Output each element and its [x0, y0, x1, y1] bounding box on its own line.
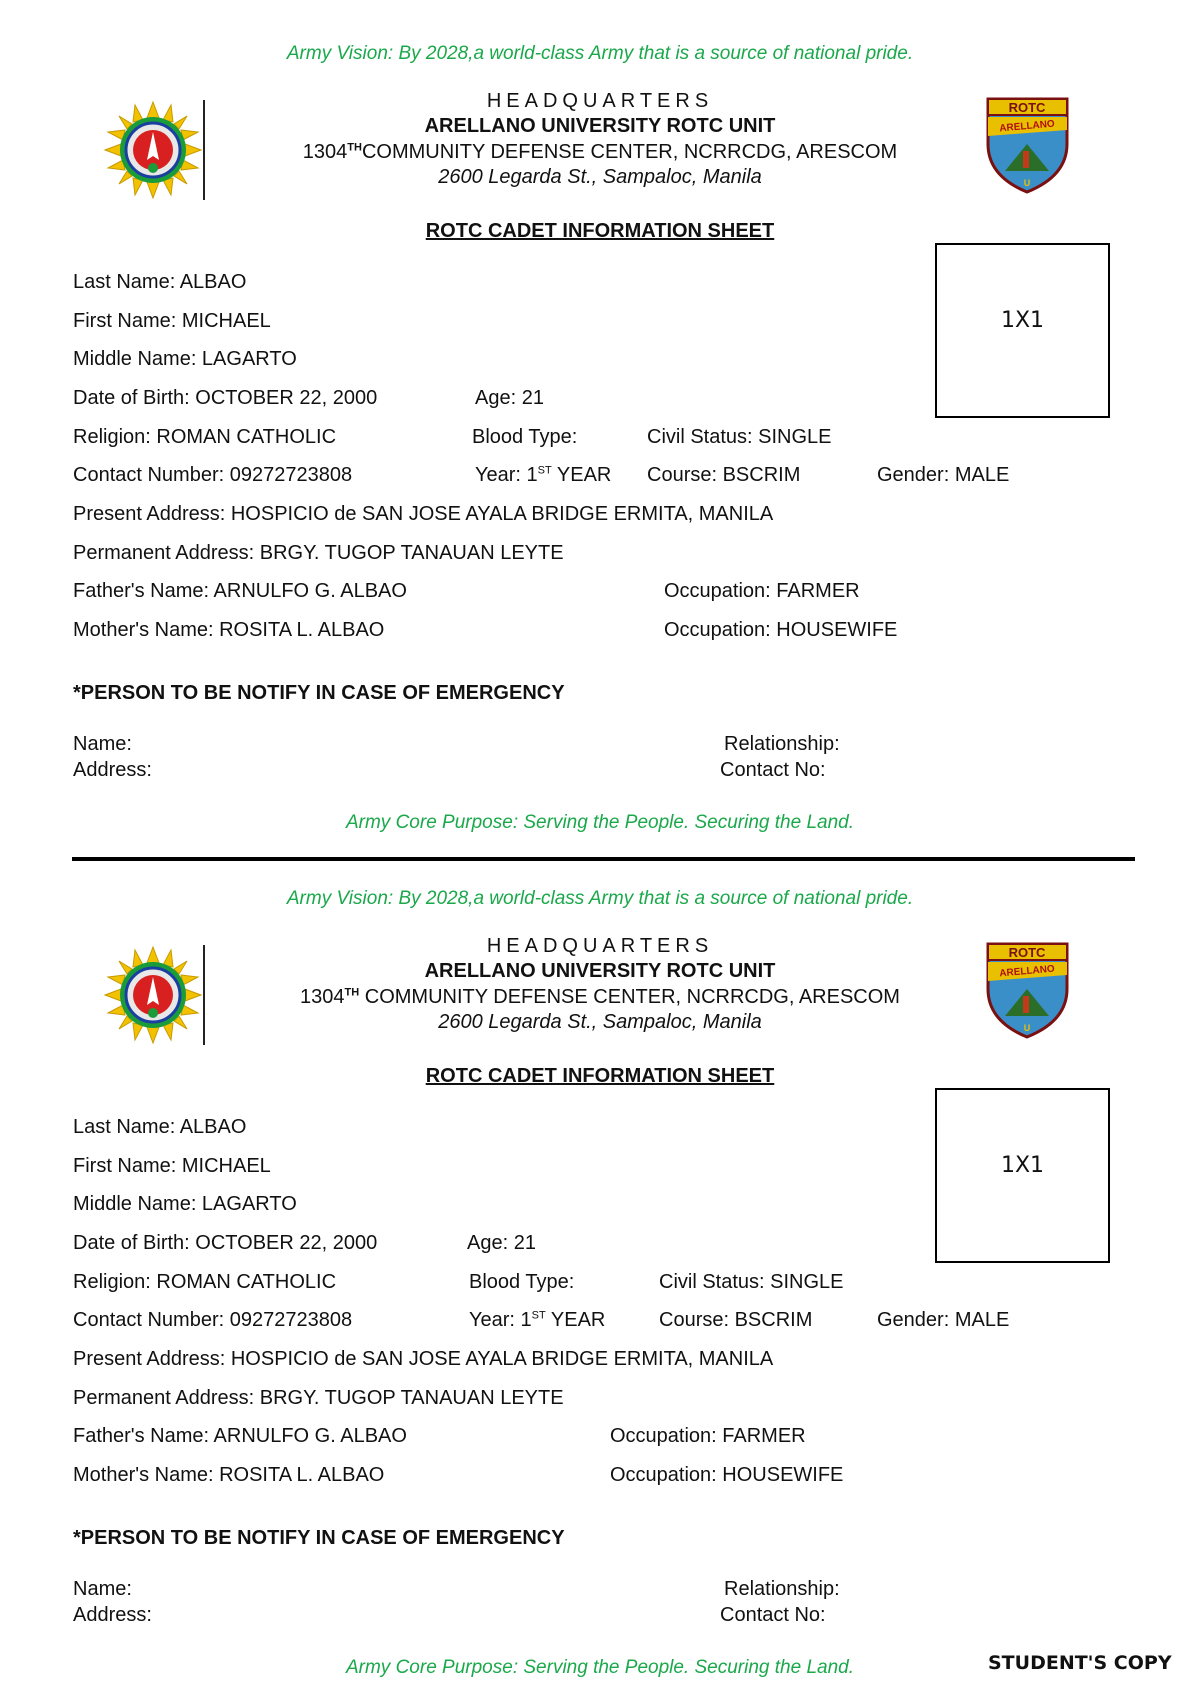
field-contact: Contact Number: 09272723808 — [73, 1309, 353, 1331]
field-present-address: Present Address: HOSPICIO de SAN JOSE AYALA BRIDGE ERMITA, MANILA — [73, 503, 774, 525]
field-civil-status: Civil Status: SINGLE — [659, 1271, 844, 1293]
field-age: Age: 21 — [475, 387, 544, 409]
field-middle-name: Middle Name: LAGARTO — [73, 1193, 297, 1215]
field-mother: Mother's Name: ROSITA L. ALBAO — [73, 619, 385, 641]
field-religion: Religion: ROMAN CATHOLIC — [73, 426, 337, 448]
field-father-occupation: Occupation: FARMER — [664, 580, 860, 602]
field-contact: Contact Number: 09272723808 — [73, 464, 353, 486]
unit-name: ARELLANO UNIVERSITY ROTC UNIT — [424, 115, 776, 137]
rotc-shield-icon — [985, 96, 1070, 194]
field-gender: Gender: MALE — [877, 464, 1010, 486]
headquarters-label: HEADQUARTERS — [486, 935, 714, 957]
field-father-occupation: Occupation: FARMER — [610, 1425, 806, 1447]
field-permanent-address: Permanent Address: BRGY. TUGOP TANAUAN LEYTE — [73, 1387, 564, 1409]
emergency-address: Address: — [73, 759, 152, 781]
photo-box — [935, 1088, 1110, 1263]
field-last-name: Last Name: ALBAO — [73, 271, 247, 293]
field-year: Year: 1ST YEAR — [475, 464, 612, 486]
field-first-name: First Name: MICHAEL — [73, 1155, 271, 1177]
photo-box — [935, 243, 1110, 418]
field-age: Age: 21 — [467, 1232, 536, 1254]
army-vision: Army Vision: By 2028,a world-class Army that is a source of national pride. — [286, 888, 914, 909]
defense-center: 1304TH COMMUNITY DEFENSE CENTER, NCRRCDG, ARESCOM — [300, 986, 900, 1008]
info-sheet-bottom — [0, 845, 1200, 1695]
field-mother-occupation: Occupation: HOUSEWIFE — [610, 1464, 844, 1486]
emergency-contact: Contact No: — [720, 759, 826, 781]
field-religion: Religion: ROMAN CATHOLIC — [73, 1271, 337, 1293]
emergency-contact: Contact No: — [720, 1604, 826, 1626]
field-year: Year: 1ST YEAR — [469, 1309, 606, 1331]
emergency-relationship: Relationship: — [724, 733, 840, 755]
field-blood-type: Blood Type: — [469, 1271, 575, 1293]
field-father: Father's Name: ARNULFO G. ALBAO — [73, 580, 407, 602]
field-present-address: Present Address: HOSPICIO de SAN JOSE AYALA BRIDGE ERMITA, MANILA — [73, 1348, 774, 1370]
rotc-shield-band-text: ARELLANO — [998, 963, 1056, 980]
field-gender: Gender: MALE — [877, 1309, 1010, 1331]
rotc-shield-icon — [985, 941, 1070, 1039]
field-mother-occupation: Occupation: HOUSEWIFE — [664, 619, 898, 641]
sheet-title: ROTC CADET INFORMATION SHEET — [425, 220, 775, 242]
headquarters-label: HEADQUARTERS — [486, 90, 714, 112]
field-middle-name: Middle Name: LAGARTO — [73, 348, 297, 370]
unit-name: ARELLANO UNIVERSITY ROTC UNIT — [424, 960, 776, 982]
rotc-shield-bottom-text: U — [1023, 1023, 1031, 1033]
students-copy-label: STUDENT'S COPY — [988, 1652, 1172, 1674]
rotc-shield-top-text: ROTC — [1008, 945, 1046, 960]
field-blood-type: Blood Type: — [472, 426, 578, 448]
hq-address: 2600 Legarda St., Sampaloc, Manila — [438, 166, 762, 188]
field-course: Course: BSCRIM — [647, 464, 801, 486]
hq-address: 2600 Legarda St., Sampaloc, Manila — [438, 1011, 762, 1033]
photo-label: 1X1 — [1000, 1153, 1045, 1178]
sheet-title: ROTC CADET INFORMATION SHEET — [425, 1065, 775, 1087]
rotc-shield-bottom-text: U — [1023, 178, 1031, 188]
emergency-name: Name: — [73, 733, 132, 755]
field-mother: Mother's Name: ROSITA L. ALBAO — [73, 1464, 385, 1486]
field-course: Course: BSCRIM — [659, 1309, 813, 1331]
field-last-name: Last Name: ALBAO — [73, 1116, 247, 1138]
field-dob: Date of Birth: OCTOBER 22, 2000 — [73, 387, 378, 409]
field-first-name: First Name: MICHAEL — [73, 310, 271, 332]
rotc-shield-top-text: ROTC — [1008, 100, 1046, 115]
army-vision: Army Vision: By 2028,a world-class Army that is a source of national pride. — [286, 43, 914, 64]
emergency-address: Address: — [73, 1604, 152, 1626]
photo-label: 1X1 — [1000, 308, 1045, 333]
emergency-name: Name: — [73, 1578, 132, 1600]
field-permanent-address: Permanent Address: BRGY. TUGOP TANAUAN LEYTE — [73, 542, 564, 564]
rotc-shield-band-text: ARELLANO — [998, 118, 1056, 135]
emergency-heading: *PERSON TO BE NOTIFY IN CASE OF EMERGENCY — [73, 1527, 565, 1549]
field-father: Father's Name: ARNULFO G. ALBAO — [73, 1425, 407, 1447]
army-core-purpose: Army Core Purpose: Serving the People. Securing the Land. — [345, 1657, 854, 1678]
field-dob: Date of Birth: OCTOBER 22, 2000 — [73, 1232, 378, 1254]
defense-center: 1304THCOMMUNITY DEFENSE CENTER, NCRRCDG, ARESCOM — [302, 141, 898, 163]
emergency-heading: *PERSON TO BE NOTIFY IN CASE OF EMERGENCY — [73, 682, 565, 704]
army-core-purpose: Army Core Purpose: Serving the People. Securing the Land. — [345, 812, 854, 833]
field-civil-status: Civil Status: SINGLE — [647, 426, 832, 448]
emergency-relationship: Relationship: — [724, 1578, 840, 1600]
